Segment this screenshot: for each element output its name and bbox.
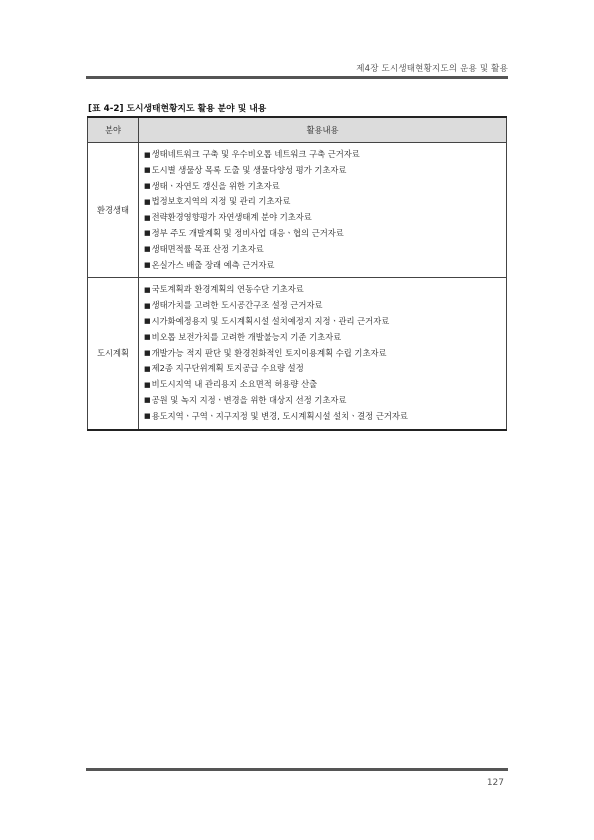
item-text: 생태면적률 목표 산정 기초자료 <box>151 243 264 254</box>
running-header: 제4장 도시생태현황지도의 운용 및 활용 <box>356 64 508 74</box>
list-item <box>144 210 506 226</box>
square-bullet-icon: ■ <box>144 213 151 222</box>
column-header-content: 활용내용 <box>139 117 507 143</box>
item-text: 개발가능 적지 판단 및 환경친화적인 토지이용계획 수립 기초자료 <box>151 347 387 358</box>
item-text: 국토계획과 환경계획의 연동수단 기초자료 <box>151 284 304 295</box>
list-item <box>144 147 506 163</box>
list-item <box>144 314 506 330</box>
item-text: 정부 주도 개발계획 및 정비사업 대응ㆍ협의 근거자료 <box>151 227 344 238</box>
category-cell: 도시계획 <box>88 278 139 430</box>
table-row <box>88 278 507 430</box>
square-bullet-icon: ■ <box>144 396 151 405</box>
usage-table <box>87 116 507 431</box>
list-item <box>144 258 506 274</box>
header-rule <box>86 76 508 79</box>
table-row <box>88 143 507 278</box>
item-text: 온실가스 배출 장래 예측 근거자료 <box>151 259 275 270</box>
page-number: 127 <box>486 778 504 788</box>
list-item <box>144 242 506 258</box>
square-bullet-icon: ■ <box>144 412 151 421</box>
category-cell: 환경생태 <box>88 143 139 278</box>
list-item <box>144 377 506 393</box>
item-text: 생태네트워크 구축 및 우수비오톱 네트워크 구축 근거자료 <box>151 149 360 159</box>
square-bullet-icon: ■ <box>144 261 151 270</box>
square-bullet-icon: ■ <box>144 285 151 294</box>
item-text: 비오톱 보전가치를 고려한 개발불능지 기준 기초자료 <box>151 331 342 342</box>
list-item <box>144 393 506 409</box>
item-text: 전략환경영향평가 자연생태계 분야 기초자료 <box>151 212 312 223</box>
list-item <box>144 330 506 346</box>
items-cell <box>139 278 507 430</box>
square-bullet-icon: ■ <box>144 333 151 342</box>
list-item <box>144 179 506 195</box>
square-bullet-icon: ■ <box>144 229 151 238</box>
item-list <box>144 147 506 273</box>
square-bullet-icon: ■ <box>144 380 151 389</box>
table-caption: [표 4-2] 도시생태현황지도 활용 분야 및 내용 <box>88 104 267 114</box>
item-text: 용도지역ㆍ구역ㆍ지구지정 및 변경, 도시계획시설 설치ㆍ결정 근거자료 <box>151 410 408 421</box>
item-text: 생태ㆍ자연도 갱신을 위한 기초자료 <box>151 180 280 191</box>
list-item <box>144 226 506 242</box>
item-text: 법정보호지역의 지정 및 관리 기초자료 <box>151 196 291 207</box>
list-item <box>144 282 506 298</box>
square-bullet-icon: ■ <box>144 317 151 326</box>
items-cell <box>139 143 507 278</box>
square-bullet-icon: ■ <box>144 150 151 159</box>
item-text: 생태가치를 고려한 도시공간구조 설정 근거자료 <box>151 300 323 311</box>
square-bullet-icon: ■ <box>144 197 151 206</box>
list-item <box>144 361 506 377</box>
item-text: 시가화예정용지 및 도시계획시설 설치예정지 지정ㆍ관리 근거자료 <box>151 315 390 326</box>
footer-rule <box>86 768 508 771</box>
column-header-field: 분야 <box>88 117 139 143</box>
square-bullet-icon: ■ <box>144 349 151 358</box>
square-bullet-icon: ■ <box>144 301 151 310</box>
square-bullet-icon: ■ <box>144 166 151 175</box>
list-item <box>144 409 506 425</box>
list-item <box>144 163 506 179</box>
square-bullet-icon: ■ <box>144 182 151 191</box>
square-bullet-icon: ■ <box>144 364 151 373</box>
list-item <box>144 298 506 314</box>
item-text: 비도시지역 내 관리용지 소요면적 허용량 산출 <box>151 379 318 390</box>
list-item <box>144 346 506 362</box>
list-item <box>144 194 506 210</box>
item-list <box>144 282 506 424</box>
item-text: 도시별 생물상 목록 도출 및 생물다양성 평가 기초자료 <box>151 164 347 175</box>
item-text: 공원 및 녹지 지정ㆍ변경을 위한 대상지 선정 기초자료 <box>151 394 347 405</box>
item-text: 제2종 지구단위계획 토지공급 수요량 설정 <box>151 363 304 374</box>
square-bullet-icon: ■ <box>144 245 151 254</box>
